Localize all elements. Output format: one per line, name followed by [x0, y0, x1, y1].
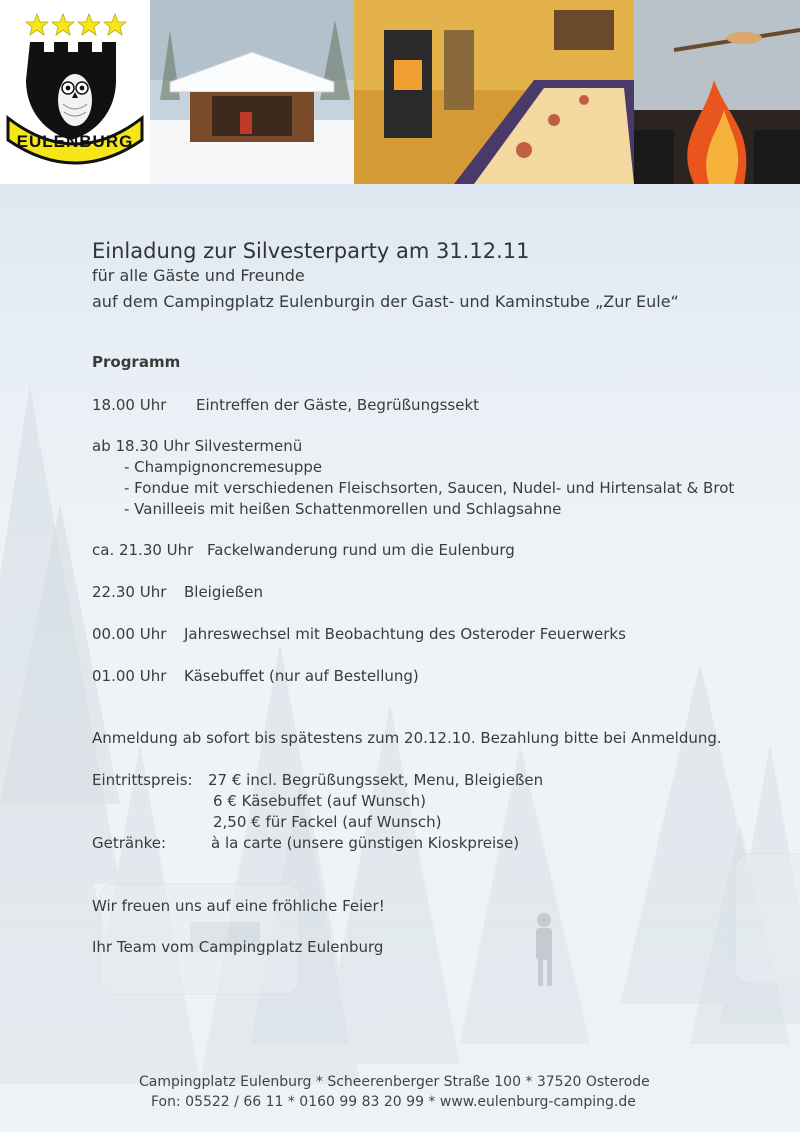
price-torch: 2,50 € für Fackel (auf Wunsch)	[213, 813, 442, 831]
drinks-label: Getränke:	[92, 834, 167, 852]
invitation-audience: für alle Gäste und Freunde	[92, 266, 305, 285]
closing-wish: Wir freuen uns auf eine fröhliche Feier!	[92, 897, 385, 915]
logo-text: EULENBURG	[16, 132, 134, 151]
price-label: Eintrittspreis:	[92, 771, 193, 789]
torch-time: ca. 21.30 Uhr	[92, 541, 194, 559]
lead-time: 22.30 Uhr	[92, 583, 167, 601]
closing-team: Ihr Team vom Campingplatz Eulenburg	[92, 938, 384, 956]
midnight-time: 00.00 Uhr	[92, 625, 167, 643]
programme-heading: Programm	[92, 353, 181, 371]
footer-contact: Fon: 05522 / 66 11 * 0160 99 83 20 99 * www.eulenburg-camping.de	[151, 1094, 636, 1110]
midnight-text: Jahreswechsel mit Beobachtung des Osteroder Feuerwerks	[184, 625, 626, 643]
cheese-text: Käsebuffet (nur auf Bestellung)	[184, 667, 419, 685]
price-entry: 27 € incl. Begrüßungssekt, Menu, Bleigießen	[208, 771, 544, 789]
menu-item: - Champignoncremesuppe	[124, 458, 323, 476]
menu-item: - Vanilleeis mit heißen Schattenmorellen und Schlagsahne	[124, 500, 562, 518]
footer-address: Campingplatz Eulenburg * Scheerenberger Straße 100 * 37520 Osterode	[139, 1074, 650, 1090]
registration-notice: Anmeldung ab sofort bis spätestens zum 20.12.10. Bezahlung bitte bei Anmeldung.	[92, 729, 722, 747]
price-cheese: 6 € Käsebuffet (auf Wunsch)	[213, 792, 427, 810]
invitation-title: Einladung zur Silvesterparty am 31.12.11	[92, 239, 530, 263]
invitation-venue: auf dem Campingplatz Eulenburgin der Gast- und Kaminstube „Zur Eule“	[92, 292, 679, 311]
drinks-text: à la carte (unsere günstigen Kioskpreise)	[211, 834, 520, 852]
arrival-text: Eintreffen der Gäste, Begrüßungssekt	[196, 396, 480, 414]
cheese-time: 01.00 Uhr	[92, 667, 167, 685]
arrival-time: 18.00 Uhr	[92, 396, 167, 414]
lead-text: Bleigießen	[184, 583, 263, 601]
menu-time: ab 18.30 Uhr Silvestermenü	[92, 437, 303, 455]
menu-item: - Fondue mit verschiedenen Fleischsorten, Saucen, Nudel- und Hirtensalat & Brot	[124, 479, 735, 497]
torch-text: Fackelwanderung rund um die Eulenburg	[207, 541, 515, 559]
